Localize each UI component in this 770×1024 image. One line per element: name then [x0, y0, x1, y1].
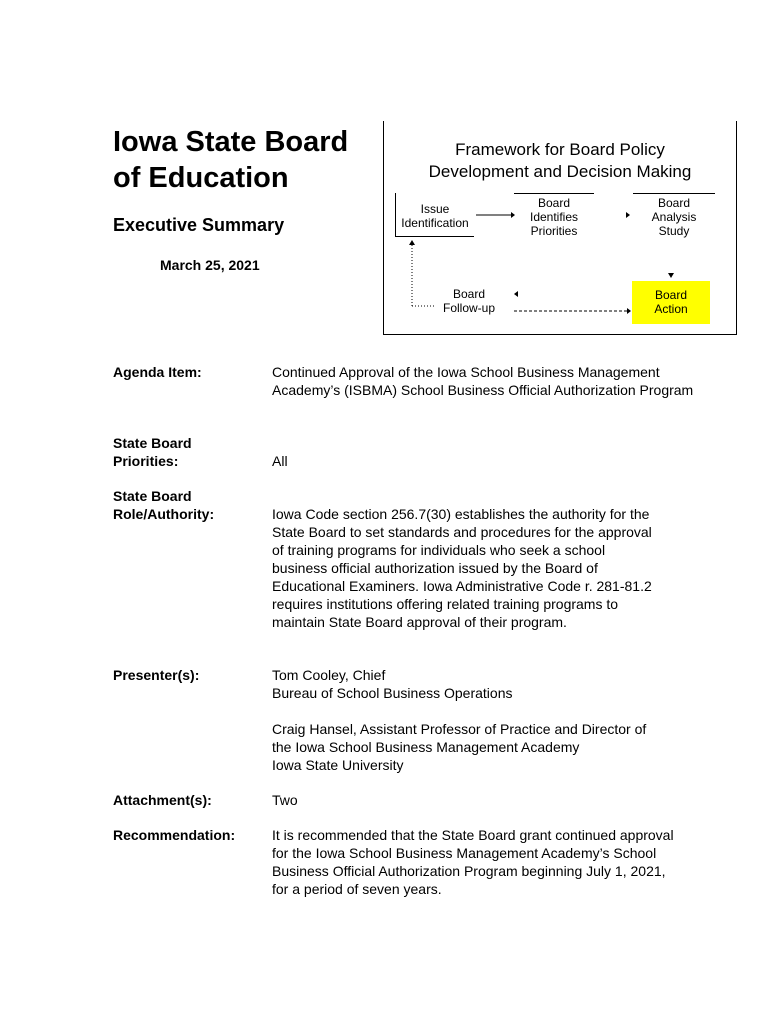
value-agenda-item: Continued Approval of the Iowa School Business Management Academy’s (ISBMA) School Business Official Authorization Program [272, 364, 694, 398]
label-presenters: Presenter(s): [113, 667, 200, 683]
node-board-identifies-priorities: Board Identifies Priorities [514, 193, 594, 235]
label-recommendation: Recommendation: [113, 827, 236, 843]
value-attachments: Two [272, 792, 298, 808]
label-attachments: Attachment(s): [113, 792, 212, 808]
framework-diagram [383, 121, 737, 335]
label-authority: State Board Role/Authority: [113, 488, 215, 522]
arrowhead [514, 291, 518, 297]
document-subtitle: Executive Summary [113, 215, 285, 235]
meeting-date: March 25, 2021 [160, 257, 260, 273]
presenter-2: Craig Hansel, Assistant Professor of Practice and Director of the Iowa School Business Management Academy Iowa State University [272, 721, 647, 773]
value-presenters [272, 666, 702, 774]
value-authority: Iowa Code section 256.7(30) establishes the authority for the State Board to set standards and procedures for the approval of training programs for individuals who seek a school business official authorization issued by the Board of Educational Examiners. Iowa Administrative Code r. 281-81.2 requires institutions offering related training programs to maintain State Board approval of their program. [272, 506, 652, 630]
label-agenda-item: Agenda Item: [113, 364, 202, 380]
node-board-follow-up: Board Follow-up [442, 287, 496, 315]
value-priorities: All [272, 453, 288, 469]
arrowhead [409, 240, 415, 245]
arrowhead [627, 308, 631, 314]
document-title: Iowa State Board of Education [113, 126, 349, 194]
diagram-title: Framework for Board Policy Development and Decision Making [428, 140, 692, 181]
node-issue-identification: Issue Identification [395, 193, 474, 237]
arrowhead [668, 273, 674, 278]
arrowhead [626, 212, 630, 218]
presenter-1: Tom Cooley, Chief Bureau of School Business Operations [272, 667, 513, 701]
value-recommendation: It is recommended that the State Board grant continued approval for the Iowa School Business Management Academy’s School Business Official Authorization Program beginning July 1, 2021, for a period of seven years. [272, 827, 674, 897]
label-priorities: State Board Priorities: [113, 435, 192, 469]
node-board-analysis-study: Board Analysis Study [633, 193, 715, 237]
node-board-action: Board Action [632, 281, 710, 324]
